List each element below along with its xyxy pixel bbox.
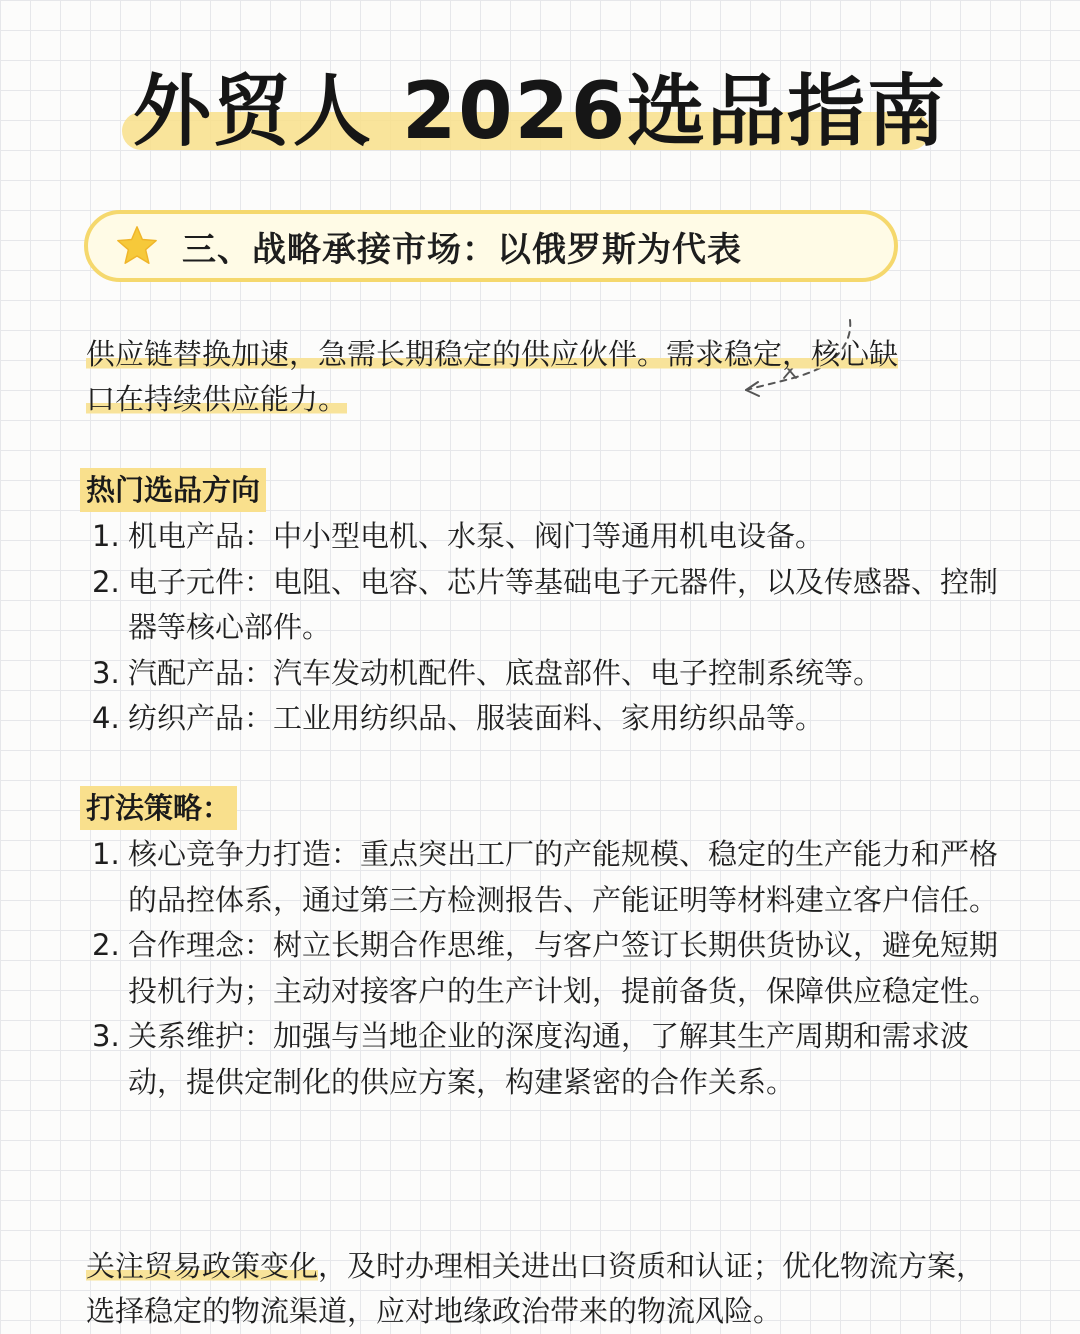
strategy-list	[92, 832, 1002, 1105]
outro-paragraph	[86, 1244, 1006, 1334]
list-item: 4. 纺织产品：工业用纺织品、服装面料、家用纺织品等。	[92, 701, 825, 735]
hot-products-list	[92, 514, 1002, 742]
list-item: 1. 机电产品：中小型电机、水泵、阀门等通用机电设备。	[92, 519, 825, 553]
page-title: 外贸人 2026选品指南	[132, 67, 948, 157]
hot-products-heading: 热门选品方向	[80, 468, 266, 512]
section-pill	[84, 210, 898, 282]
list-item: 2. 合作理念：树立长期合作思维，与客户签订长期供货协议，避免短期投机行为；主动对接客户的生产计划，提前备货，保障供应稳定性。	[92, 928, 999, 1008]
list-item: 3. 关系维护：加强与当地企业的深度沟通，了解其生产周期和需求波动，提供定制化的供应方案，构建紧密的合作关系。	[92, 1019, 970, 1099]
star-icon	[114, 223, 160, 269]
list-item: 2. 电子元件：电阻、电容、芯片等基础电子元器件，以及传感器、控制器等核心部件。	[92, 564, 999, 644]
intro-paragraph	[86, 332, 1006, 422]
list-item: 3. 汽配产品：汽车发动机配件、底盘部件、电子控制系统等。	[92, 655, 883, 690]
section-title: 三、战略承接市场：以俄罗斯为代表	[182, 229, 742, 270]
intro-line-1: 供应链替换加速，急需长期稳定的供应伙伴。需求稳定，核心缺	[86, 337, 899, 371]
outro-highlight: 关注贸易政策变化	[86, 1249, 319, 1283]
outro-text: ，及时办理相关进出口资质和认证；优化物流方案，选择稳定的物流渠道，应对地缘政治带来的物流风险。	[86, 1249, 986, 1328]
intro-line-2: 口在持续供应能力。	[86, 382, 348, 416]
title-area	[0, 62, 1080, 162]
list-item: 1. 核心竞争力打造：重点突出工厂的产能规模、稳定的生产能力和严格的品控体系，通过第三方检测报告、产能证明等材料建立客户信任。	[92, 837, 999, 917]
strategy-heading: 打法策略：	[80, 786, 237, 830]
